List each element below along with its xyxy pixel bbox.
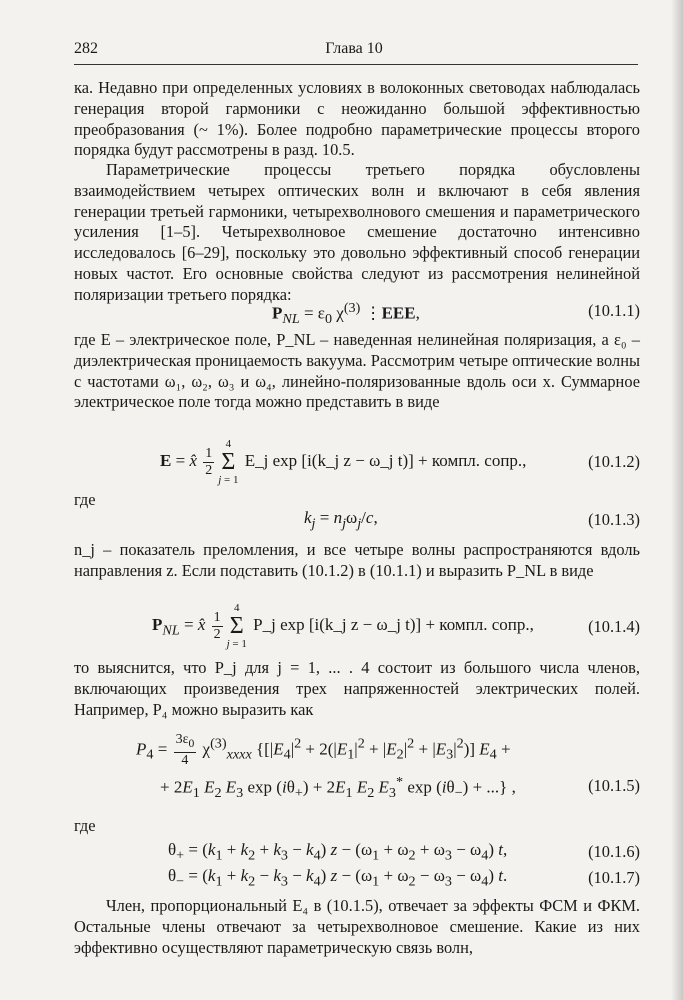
paragraph-2: Параметрические процессы третьего порядка обусловлены взаимодействием четырех оптических волн и включают в себя явления генерации третьей гармоники, четырехволнового смешения и параметрического усиления [1–5]. Четырехволновое смешение достаточно интенсивно исследовалось [6–29], поскольку это довольно эффективный способ генерации новых частот. Его основные свойства следуют из рассмотрения нелинейной поляризации третьего порядка: [74, 160, 640, 304]
header-rule [74, 64, 638, 65]
page-edge-shadow [671, 0, 683, 1000]
paragraph-5: n_j – показатель преломления, и все четыре волны распространяются вдоль направления z. Если подставить (10.1.2) в (10.1.1) и выразить P_NL в виде [74, 540, 640, 580]
equation-10-1-6: $\theta_+ = (k_1 + k_2 + k_3 - k_4) z - (\omega_1 + \omega_2 + \omega_3 - \omega_4)$ t, [168, 840, 508, 864]
equation-tail: P_j exp [i(k_j z − ω_j t)] + компл. сопр., [253, 614, 534, 634]
equation-tail: E_j exp [i(k_j z − ω_j t)] + компл. сопр., [244, 450, 527, 470]
paragraph-3: где E – электрическое поле, P_NL – наведенная нелинейная поляризация, а ε₀ – диэлектрическая проницаемость вакуума. Рассмотрим четыре оптические волны с частотами ω₁, ω₂, ω₃ и ω₄, линейно-поляризованные вдоль оси x. Суммарное электрическое поле тогда можно представить в виде [74, 330, 640, 412]
equation-number: (10.1.1) [588, 301, 640, 320]
equation-10-1-7: $\theta_- = (k_1 + k_2 - k_3 - k_4) z - (\omega_1 + \omega_2 - \omega_3 - \omega_4)$ t. [168, 866, 508, 890]
paragraph-8: Член, пропорциональный E₄ в (10.1.5), отвечает за эффекты ФСМ и ФКМ. Остальные члены отвечают за четырехволновое смешение. Какие из них эффективно осуществляют параметрическую связь волн, [74, 896, 640, 957]
equation-number: (10.1.3) [588, 510, 640, 529]
paragraph-6: то выяснится, что P_j для j = 1, ... . 4 состоит из большого числа членов, включающих произведения трех напряженностей электрических полей. Например, P₄ можно выразить как [74, 658, 640, 719]
paragraph-7: где [74, 816, 96, 835]
paragraph-1: ка. Недавно при определенных условиях в волоконных световодах наблюдалась генерация второй гармоники с неожиданно большой эффективностью преобразования (~ 1%). Более подробно параметрические процессы второго порядка будут рассмотрены в разд. 10.5. [74, 78, 640, 160]
equation-10-1-1: $P_{NL} = \varepsilon_0$ $\chi^{(3)}$ ⋮EEE, [272, 300, 420, 328]
paragraph-4: где [74, 490, 96, 509]
page-number: 282 [74, 40, 98, 57]
equation-number: (10.1.7) [588, 868, 640, 887]
equation-10-1-5-line-2: + $2E_1$ $E_2$ $E_3$ $\exp (i\theta_+) + 2E_1$ $E_2$ $E_3^*$ $\exp (i\theta_-)$ + ...} , [160, 774, 516, 802]
equation-10-1-4: $P_{NL}$ = x̂ $\frac{1}{2}$ 4 Σ j = 1 P_j exp [i(k_j z − ω_j t)] + компл. сопр., [152, 602, 534, 650]
equation-number: (10.1.2) [588, 452, 640, 471]
equation-number: (10.1.6) [588, 842, 640, 861]
equation-10-1-5-line-1: $P_4$ = $\frac{3\varepsilon_0}{4}$ $\chi^{(3)}_{xxxx}$ {$[|E_4|^2 + 2(|E_1|^2 + |E_2|^2 + |E_3|^2)] E_4$ + [136, 732, 511, 768]
chapter-title: Глава 10 [325, 40, 383, 57]
equation-number: (10.1.5) [588, 776, 640, 795]
equation-number: (10.1.4) [588, 617, 640, 636]
equation-10-1-3: $k_j = n_j\omega_j/c$, [304, 508, 378, 532]
equation-10-1-2: E = x̂ $\frac{1}{2}$ 4 Σ j = 1 E_j exp [i(k_j z − ω_j t)] + компл. сопр., [160, 438, 527, 486]
